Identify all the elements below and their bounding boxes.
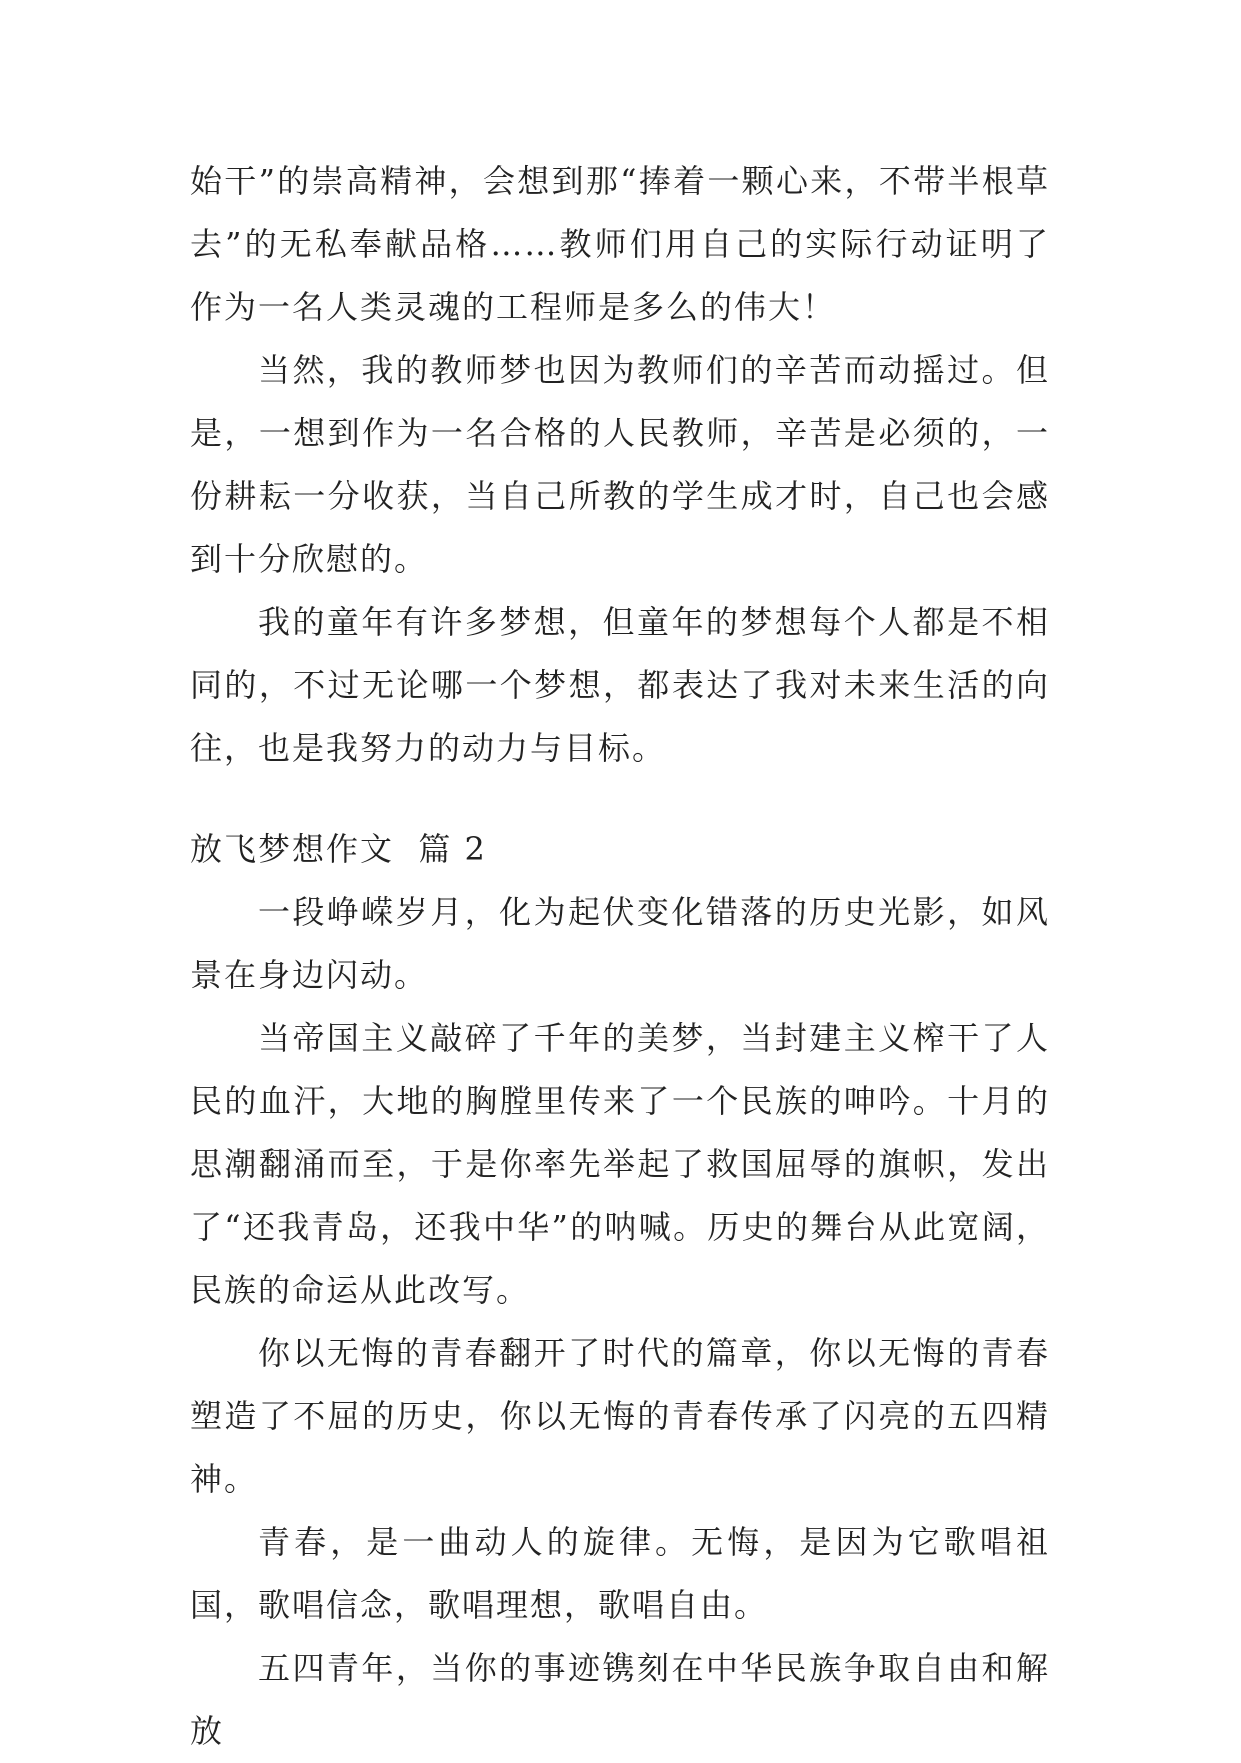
paragraph: 当帝国主义敲碎了千年的美梦，当封建主义榨干了人民的血汗，大地的胸膛里传来了一个民族的呻吟。十月的思潮翻涌而至，于是你率先举起了救国屈辱的旗帜，发出了“还我青岛，还我中华”的呐喊。历史的舞台从此宽阔，民族的命运从此改写。: [190, 1019, 1050, 1309]
paragraph: 青春，是一曲动人的旋律。无悔，是因为它歌唱祖国，歌唱信念，歌唱理想，歌唱自由。: [190, 1523, 1050, 1624]
section-title: 放飞梦想作文 篇 2: [190, 830, 487, 868]
paragraph-partial: 五四青年，当你的事迹镌刻在中华民族争取自由和解放: [190, 1649, 1050, 1750]
paragraph: 一段峥嵘岁月，化为起伏变化错落的历史光影，如风景在身边闪动。: [190, 893, 1050, 994]
paragraph-continuation: 始干”的崇高精神，会想到那“捧着一颗心来，不带半根草去”的无私奉献品格……教师们用自己的实际行动证明了作为一名人类灵魂的工程师是多么的伟大！: [190, 162, 1050, 326]
paragraph: 你以无悔的青春翻开了时代的篇章，你以无悔的青春塑造了不屈的历史，你以无悔的青春传承了闪亮的五四精神。: [190, 1334, 1050, 1498]
paragraph: 当然，我的教师梦也因为教师们的辛苦而动摇过。但是，一想到作为一名合格的人民教师，辛苦是必须的，一份耕耘一分收获，当自己所教的学生成才时，自己也会感到十分欣慰的。: [190, 351, 1050, 578]
section-gap: [190, 780, 1050, 818]
document-body: [190, 150, 1050, 1763]
paragraph: 我的童年有许多梦想，但童年的梦想每个人都是不相同的，不过无论哪一个梦想，都表达了我对未来生活的向往，也是我努力的动力与目标。: [190, 603, 1050, 767]
